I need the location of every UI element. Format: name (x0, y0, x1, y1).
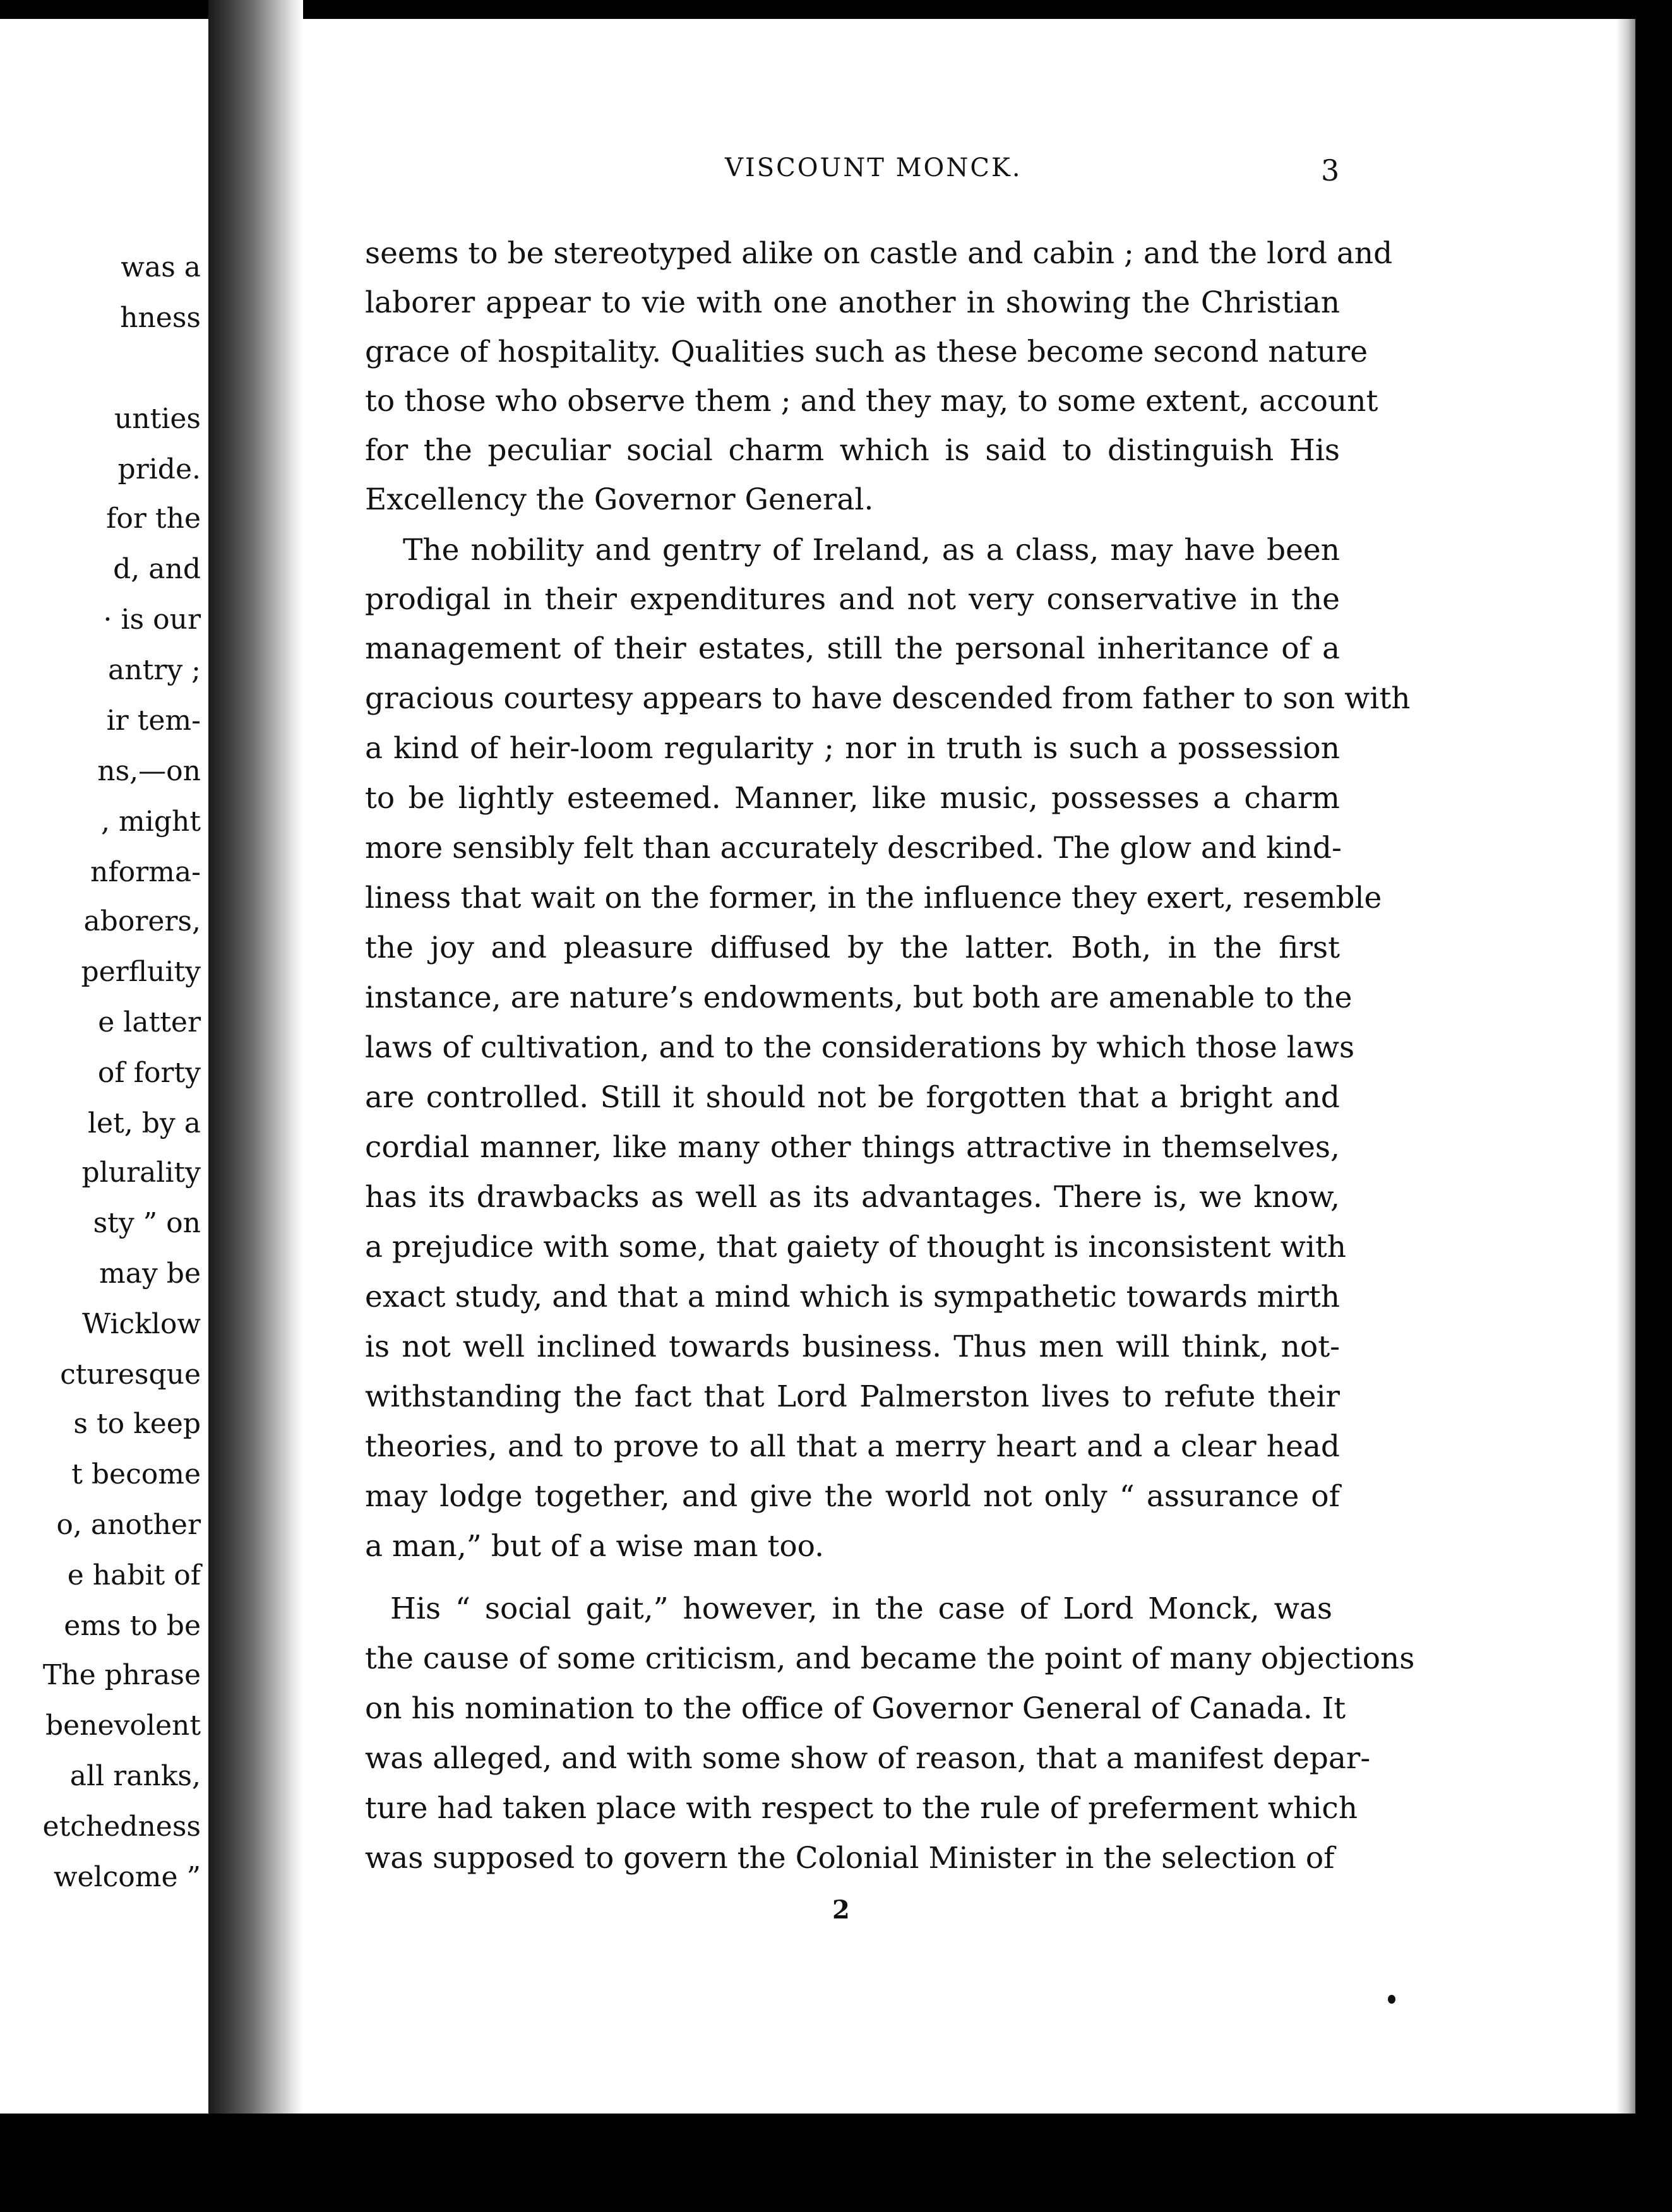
body-line: was alleged, and with some show of reason, that a manifest depar- (365, 1741, 1371, 1776)
body-line: seems to be stereotyped alike on castle and cabin ; and the lord and (365, 236, 1393, 271)
body-line: to those who observe them ; and they may, to some extent, account (365, 384, 1378, 419)
left-fragment-line: ns,—on (97, 755, 201, 787)
book-spine-gutter (208, 0, 303, 2114)
left-fragment-line: , might (101, 806, 201, 838)
left-fragment-line: e habit of (67, 1559, 201, 1591)
body-line: on his nomination to the office of Governor General of Canada. It (365, 1691, 1346, 1726)
left-fragment-line: · is our (103, 604, 201, 636)
left-fragment-line: pride. (117, 453, 201, 485)
left-fragment-line: ir tem- (106, 705, 201, 737)
body-line: a man,” but of a wise man too. (365, 1529, 825, 1564)
left-fragment-line: for the (106, 502, 201, 535)
left-fragment-line: o, another (56, 1509, 201, 1541)
body-line: may lodge together, and give the world not only “ assurance of (365, 1479, 1340, 1514)
body-line: more sensibly felt than accurately described. The glow and kind- (365, 831, 1342, 865)
body-line: management of their estates, still the personal inheritance of a (365, 631, 1340, 666)
scan-right-border (1635, 0, 1672, 2114)
signature-mark: 2 (832, 1895, 850, 1925)
left-fragment-line: hness (120, 302, 201, 334)
left-fragment-line: all ranks, (69, 1760, 201, 1792)
body-line: gracious courtesy appears to have descended from father to son with (365, 681, 1411, 716)
body-line: has its drawbacks as well as its advantages. There is, we know, (365, 1180, 1340, 1215)
body-line-paragraph-start: His “ social gait,” however, in the case of Lord Monck, was (390, 1591, 1332, 1626)
body-line: theories, and to prove to all that a merry heart and a clear head (365, 1429, 1340, 1464)
left-fragment-line: perfluity (81, 956, 201, 988)
left-fragment-line: Wicklow (81, 1308, 201, 1340)
body-line: a prejudice with some, that gaiety of thought is inconsistent with (365, 1230, 1347, 1264)
left-fragment-line: sty ” on (93, 1207, 201, 1239)
left-page-edge (0, 19, 208, 2114)
body-line: is not well inclined towards business. Thus men will think, not- (365, 1329, 1340, 1364)
left-fragment-line: t become (71, 1458, 201, 1490)
body-line-paragraph-start: The nobility and gentry of Ireland, as a class, may have been (403, 533, 1340, 568)
left-fragment-line: may be (99, 1258, 201, 1290)
body-line: liness that wait on the former, in the influence they exert, resemble (365, 881, 1382, 915)
left-fragment-line: aborers, (83, 905, 201, 937)
body-line: grace of hospitality. Qualities such as these become second nature (365, 335, 1368, 369)
left-fragment-line: The phrase (42, 1659, 201, 1691)
scan-bottom-border (0, 2114, 1672, 2212)
body-line: the joy and pleasure diffused by the latter. Both, in the first (365, 931, 1340, 965)
left-fragment-line: of forty (97, 1057, 201, 1089)
left-fragment-line: let, by a (87, 1107, 201, 1139)
body-line: was supposed to govern the Colonial Minister in the selection of (365, 1841, 1335, 1876)
left-fragment-line: was a (121, 251, 201, 283)
body-line: instance, are nature’s endowments, but both are amenable to the (365, 980, 1353, 1015)
body-line: exact study, and that a mind which is sympathetic towards mirth (365, 1280, 1340, 1314)
left-fragment-line: welcome ” (53, 1861, 201, 1893)
body-line: withstanding the fact that Lord Palmerston lives to refute their (365, 1379, 1340, 1414)
left-fragment-line: nforma- (90, 856, 201, 888)
left-fragment-line: unties (114, 403, 201, 435)
left-fragment-line: d, and (113, 553, 201, 585)
left-fragment-line: ems to be (64, 1610, 201, 1642)
body-line: laws of cultivation, and to the considerations by which those laws (365, 1030, 1355, 1065)
page-number: 3 (1321, 153, 1340, 187)
running-head: VISCOUNT MONCK. (725, 153, 1022, 182)
body-line: a kind of heir-loom regularity ; nor in truth is such a possession (365, 731, 1340, 766)
left-fragment-line: benevolent (45, 1710, 201, 1742)
body-line: for the peculiar social charm which is said to distinguish His (365, 433, 1340, 468)
left-fragment-line: s to keep (73, 1408, 201, 1440)
body-line: prodigal in their expenditures and not very conservative in the (365, 582, 1340, 617)
body-line: ture had taken place with respect to the rule of preferment which (365, 1791, 1358, 1826)
left-fragment-line: cturesque (60, 1359, 201, 1391)
body-line: are controlled. Still it should not be forgotten that a bright and (365, 1080, 1340, 1115)
ink-speck (1388, 1995, 1395, 2004)
body-line: laborer appear to vie with one another in showing the Christian (365, 285, 1340, 320)
body-line: Excellency the Governor General. (365, 482, 874, 517)
body-line: to be lightly esteemed. Manner, like music, possesses a charm (365, 781, 1340, 816)
body-line: the cause of some criticism, and became the point of many objections (365, 1641, 1415, 1676)
left-fragment-line: antry ; (108, 654, 201, 686)
left-fragment-line: e latter (98, 1006, 201, 1038)
left-fragment-line: plurality (81, 1157, 201, 1189)
page-edge-shadow (1616, 19, 1635, 2114)
left-fragment-line: etchedness (42, 1811, 201, 1843)
body-line: cordial manner, like many other things attractive in themselves, (365, 1130, 1340, 1165)
